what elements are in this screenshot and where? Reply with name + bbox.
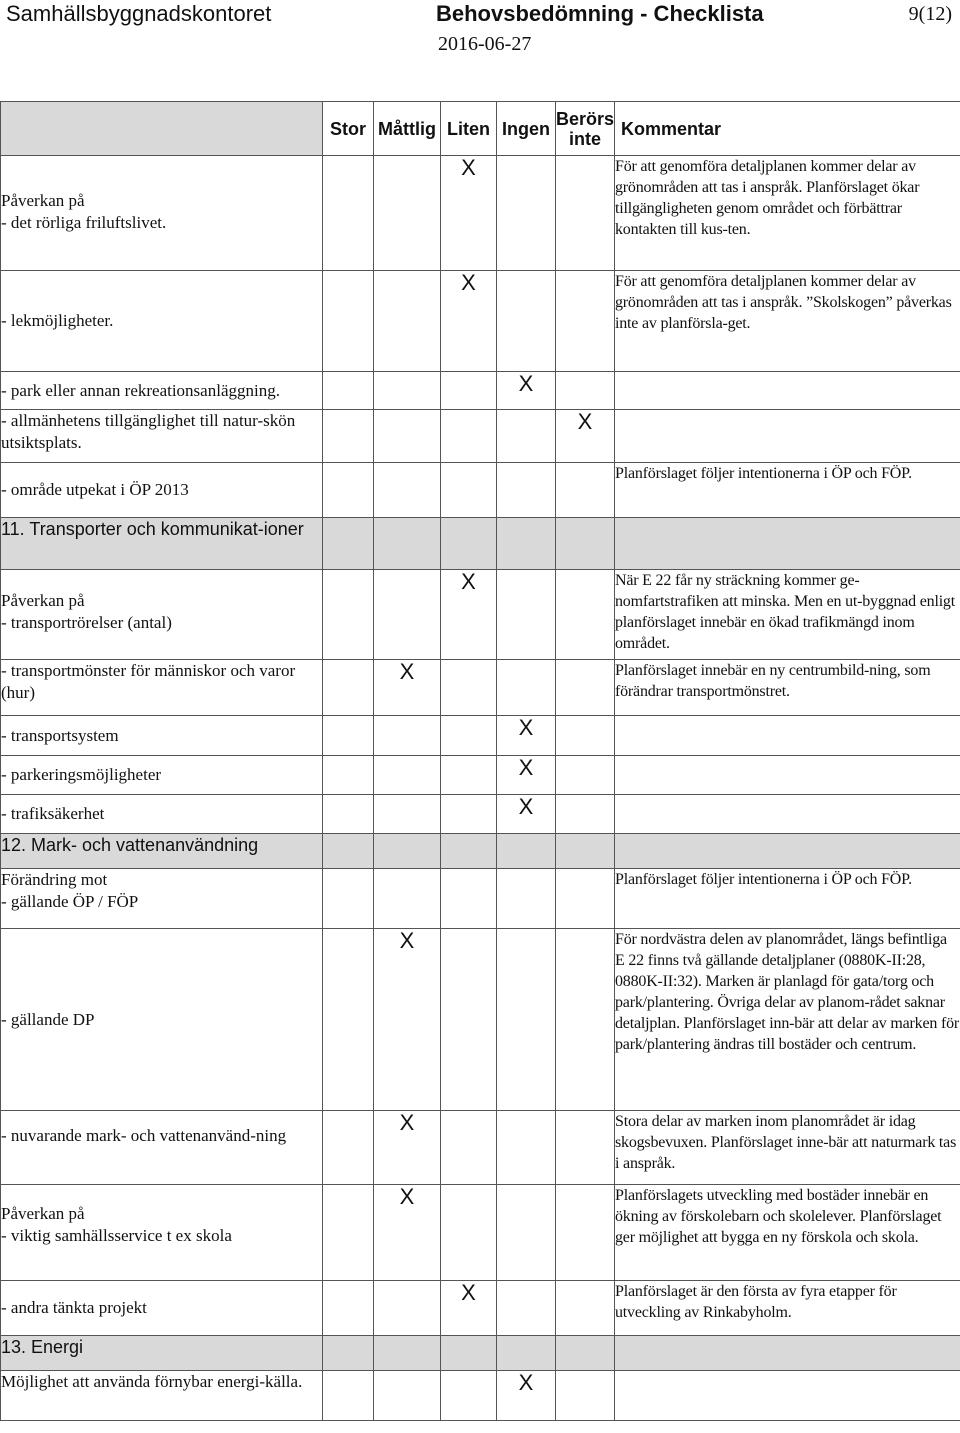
table-row [1,463,960,518]
row-comment: Planförslagets utveckling med bostäder innebär en ökning av förskolebarn och skolelever. Planförslaget ger möjlighet att bygga en ny förskola och skola. [615,1185,960,1281]
mark-ingen: X [497,716,556,756]
row-label: - andra tänkta projekt [1,1281,323,1336]
mark-mattlig: X [374,1185,441,1281]
mark-mattlig: X [374,660,441,716]
row-label: Påverkan på - viktig samhällsservice t ex skola [1,1185,323,1281]
row-label: Förändring mot - gällande ÖP / FÖP [1,869,323,929]
section-row [1,834,960,869]
mark-ingen: X [497,1371,556,1421]
mark-ingen: X [497,372,556,410]
table-row [1,570,960,660]
table-row [1,869,960,929]
mark-liten: X [441,156,497,271]
col-stor: Stor [323,102,374,156]
office-name: Samhällsbyggnadskontoret [6,1,272,26]
mark-mattlig: X [374,1111,441,1185]
page-header [0,0,960,60]
table-row [1,372,960,410]
header-blank-cell [1,102,323,156]
table-row [1,410,960,463]
document-title: Behovsbedömning - Checklista [436,1,764,26]
row-label: - parkeringsmöjligheter [1,756,323,795]
row-comment: För att genomföra detaljplanen kommer delar av grönområden att tas i anspråk. ”Skolskogen” påverkas inte av planförsla-get. [615,271,960,372]
mark-liten: X [441,570,497,660]
row-comment: När E 22 får ny sträckning kommer ge-nomfartstrafiken att minska. Men en ut-byggnad enligt planförslaget innebär en ökad trafikmängd inom området. [615,570,960,660]
table-row [1,1371,960,1421]
section-title: 12. Mark- och vattenanvändning [1,834,323,869]
table-row [1,929,960,1111]
row-comment: För nordvästra delen av planområdet, längs befintliga E 22 finns två gällande detaljplaner (0880K-II:28, 0880K-II:32). Marken är planlagd för gata/torg och park/plantering. Övriga delar av planom-rådet saknar detaljplan. Planförslaget inn-bär att delar av marken för park/plantering ändras till bostäder och centrum. [615,929,960,1111]
row-comment: Stora delar av marken inom planområdet är idag skogsbevuxen. Planförslaget inne-bär att naturmark tas i anspråk. [615,1111,960,1185]
table-row [1,1281,960,1336]
table-header-row [1,102,960,156]
col-ingen: Ingen [497,102,556,156]
table-row [1,156,960,271]
page-number: 9(12) [908,3,952,25]
table-row [1,756,960,795]
row-label: - område utpekat i ÖP 2013 [1,463,323,518]
row-comment: Planförslaget följer intentionerna i ÖP och FÖP. [615,869,960,929]
document-date: 2016-06-27 [438,33,532,55]
col-liten: Liten [441,102,497,156]
row-label: - transportsystem [1,716,323,756]
row-label: - nuvarande mark- och vattenanvänd-ning [1,1111,323,1185]
row-label: - transportmönster för människor och varor (hur) [1,660,323,716]
row-label: Möjlighet att använda förnybar energi-källa. [1,1371,323,1421]
table-row [1,716,960,756]
table-row [1,660,960,716]
table-row [1,1185,960,1281]
row-label: Påverkan på - transportrörelser (antal) [1,570,323,660]
row-comment: Planförslaget innebär en ny centrumbild-ning, som förändrar transportmönstret. [615,660,960,716]
col-kommentar: Kommentar [615,102,960,156]
mark-mattlig: X [374,929,441,1111]
mark-ingen: X [497,795,556,834]
section-row [1,1336,960,1371]
row-label: - lekmöjligheter. [1,271,323,372]
row-label: - gällande DP [1,929,323,1111]
row-label: - trafiksäkerhet [1,795,323,834]
row-comment: För att genomföra detaljplanen kommer delar av grönområden att tas i anspråk. Planförslaget ökar tillgängligheten genom området och förbättrar kontakten till kus-ten. [615,156,960,271]
mark-liten: X [441,1281,497,1336]
mark-ingen: X [497,756,556,795]
section-title: 13. Energi [1,1336,323,1371]
table-row [1,271,960,372]
row-label: Påverkan på - det rörliga friluftslivet. [1,156,323,271]
section-title: 11. Transporter och kommunikat-ioner [1,518,323,570]
table-row [1,795,960,834]
section-row [1,518,960,570]
checklist-table [0,101,960,1421]
row-label: - allmänhetens tillgänglighet till natur-skön utsiktsplats. [1,410,323,463]
col-berors-inte: Berörs inte [556,102,615,156]
row-comment: Planförslaget följer intentionerna i ÖP och FÖP. [615,463,960,518]
mark-liten: X [441,271,497,372]
mark-berors-inte: X [556,410,615,463]
col-mattlig: Måttlig [374,102,441,156]
table-row [1,1111,960,1185]
row-label: - park eller annan rekreationsanläggning. [1,372,323,410]
row-comment: Planförslaget är den första av fyra etapper för utveckling av Rinkabyholm. [615,1281,960,1336]
